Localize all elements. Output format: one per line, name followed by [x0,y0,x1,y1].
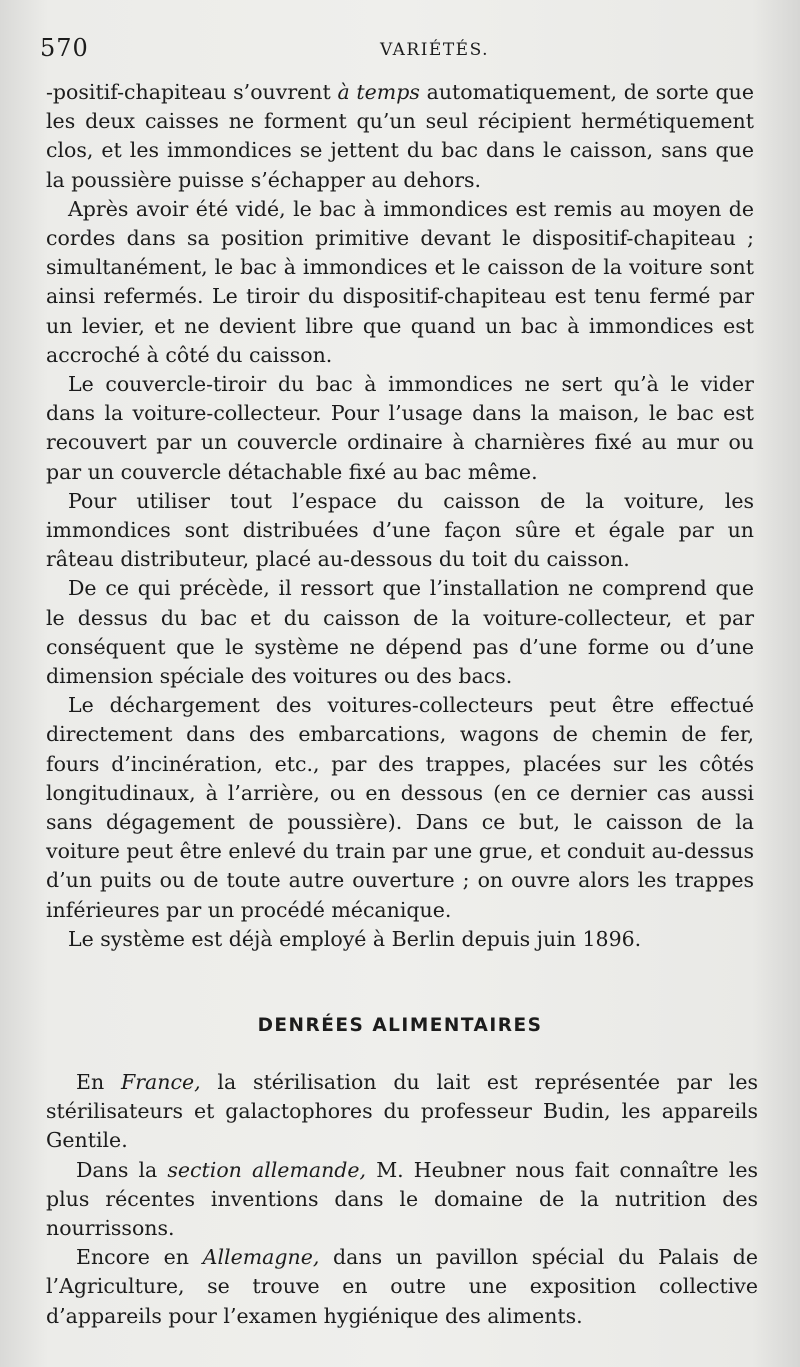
text-run: Pour utiliser tout l’espace du caisson de la voiture, les immondices sont distribuées d’une façon sûre et égale par un râteau distributeur, placé au-dessous du toit du caisson. [46,488,754,572]
paragraph [46,1243,758,1331]
page-header [40,34,760,66]
italic-run: Allemagne, [202,1245,320,1270]
paragraph [46,1068,758,1156]
text-run: automatiquement, de sorte que les deux caisses ne forment qu’un seul récipient hermétiquement clos, et les immondices se jettent du bac dans le caisson, sans que la poussière puisse s’échapper au dehors. [46,80,754,192]
italic-run: section allemande, [167,1157,367,1182]
text-run: Le déchargement des voitures-collecteurs peut être effectué directement dans des embarcations, wagons de chemin de fer, fours d’incinération, etc., par des trappes, placées sur les côtés longitudinaux, à l’arrière, ou en dessous (en ce dernier cas aussi sans dégagement de poussière). Dans ce but, le caisson de la voiture peut être enlevé du train par une grue, et conduit au-dessus d’un puits ou de toute autre ouverture ; on ouvre alors les trappes inférieures par un procédé mécanique. [46,693,754,922]
paragraph [46,1156,758,1244]
paragraph [46,487,754,575]
paragraph [46,925,754,954]
text-run: dans un pavillon spécial du Palais de l’Agriculture, se trouve en outre une exposition collective d’appareils pour l’examen hygiénique des aliments. [46,1245,758,1328]
paragraph [46,691,754,925]
page-number: 570 [40,34,89,62]
paragraph [46,78,754,195]
italic-run: à temps [337,80,420,104]
running-head: VARIÉTÉS. [380,40,490,60]
section-body [46,1068,758,1331]
text-run: Encore en [76,1245,203,1270]
text-run: Le couvercle-tiroir du bac à immondices ne sert qu’à le vider dans la voiture-collecteur. Pour l’usage dans la maison, le bac est recouvert par un couvercle ordinaire à charnières fixé au mur ou par un couvercle détachable fixé au bac même. [46,372,754,484]
text-run: la stérilisation du lait est représentée par les stérilisateurs et galactophores du professeur Budin, les appareils Gentile. [46,1070,758,1153]
text-run: Après avoir été vidé, le bac à immondices est remis au moyen de cordes dans sa position primitive devant le dispositif-chapiteau ; simultanément, le bac à immondices et le caisson de la voiture sont ainsi refermés. Le tiroir du dispositif-chapiteau est tenu fermé par un levier, et ne devient libre que quand un bac à immondices est accroché à côté du caisson. [46,196,754,367]
paragraph [46,195,754,370]
text-run: De ce qui précède, il ressort que l’installation ne comprend que le dessus du bac et du caisson de la voiture-collecteur, et par conséquent que le système ne dépend pas d’une forme ou d’une dimension spéciale des voitures ou des bacs. [46,576,754,689]
text-run: En [76,1070,122,1094]
text-run: -positif-chapiteau s’ouvrent [46,80,338,104]
paragraph [46,574,754,691]
body-text [46,78,754,954]
text-run: M. Heubner nous fait connaître les plus récentes inventions dans le domaine de la nutrition des nourrissons. [46,1157,758,1241]
text-run: Dans la [76,1157,168,1182]
italic-run: France, [121,1070,201,1094]
text-run: Le système est déjà employé à Berlin depuis juin 1896. [68,926,642,951]
section-title: DENRÉES ALIMENTAIRES [257,1015,543,1036]
paragraph [46,370,754,487]
